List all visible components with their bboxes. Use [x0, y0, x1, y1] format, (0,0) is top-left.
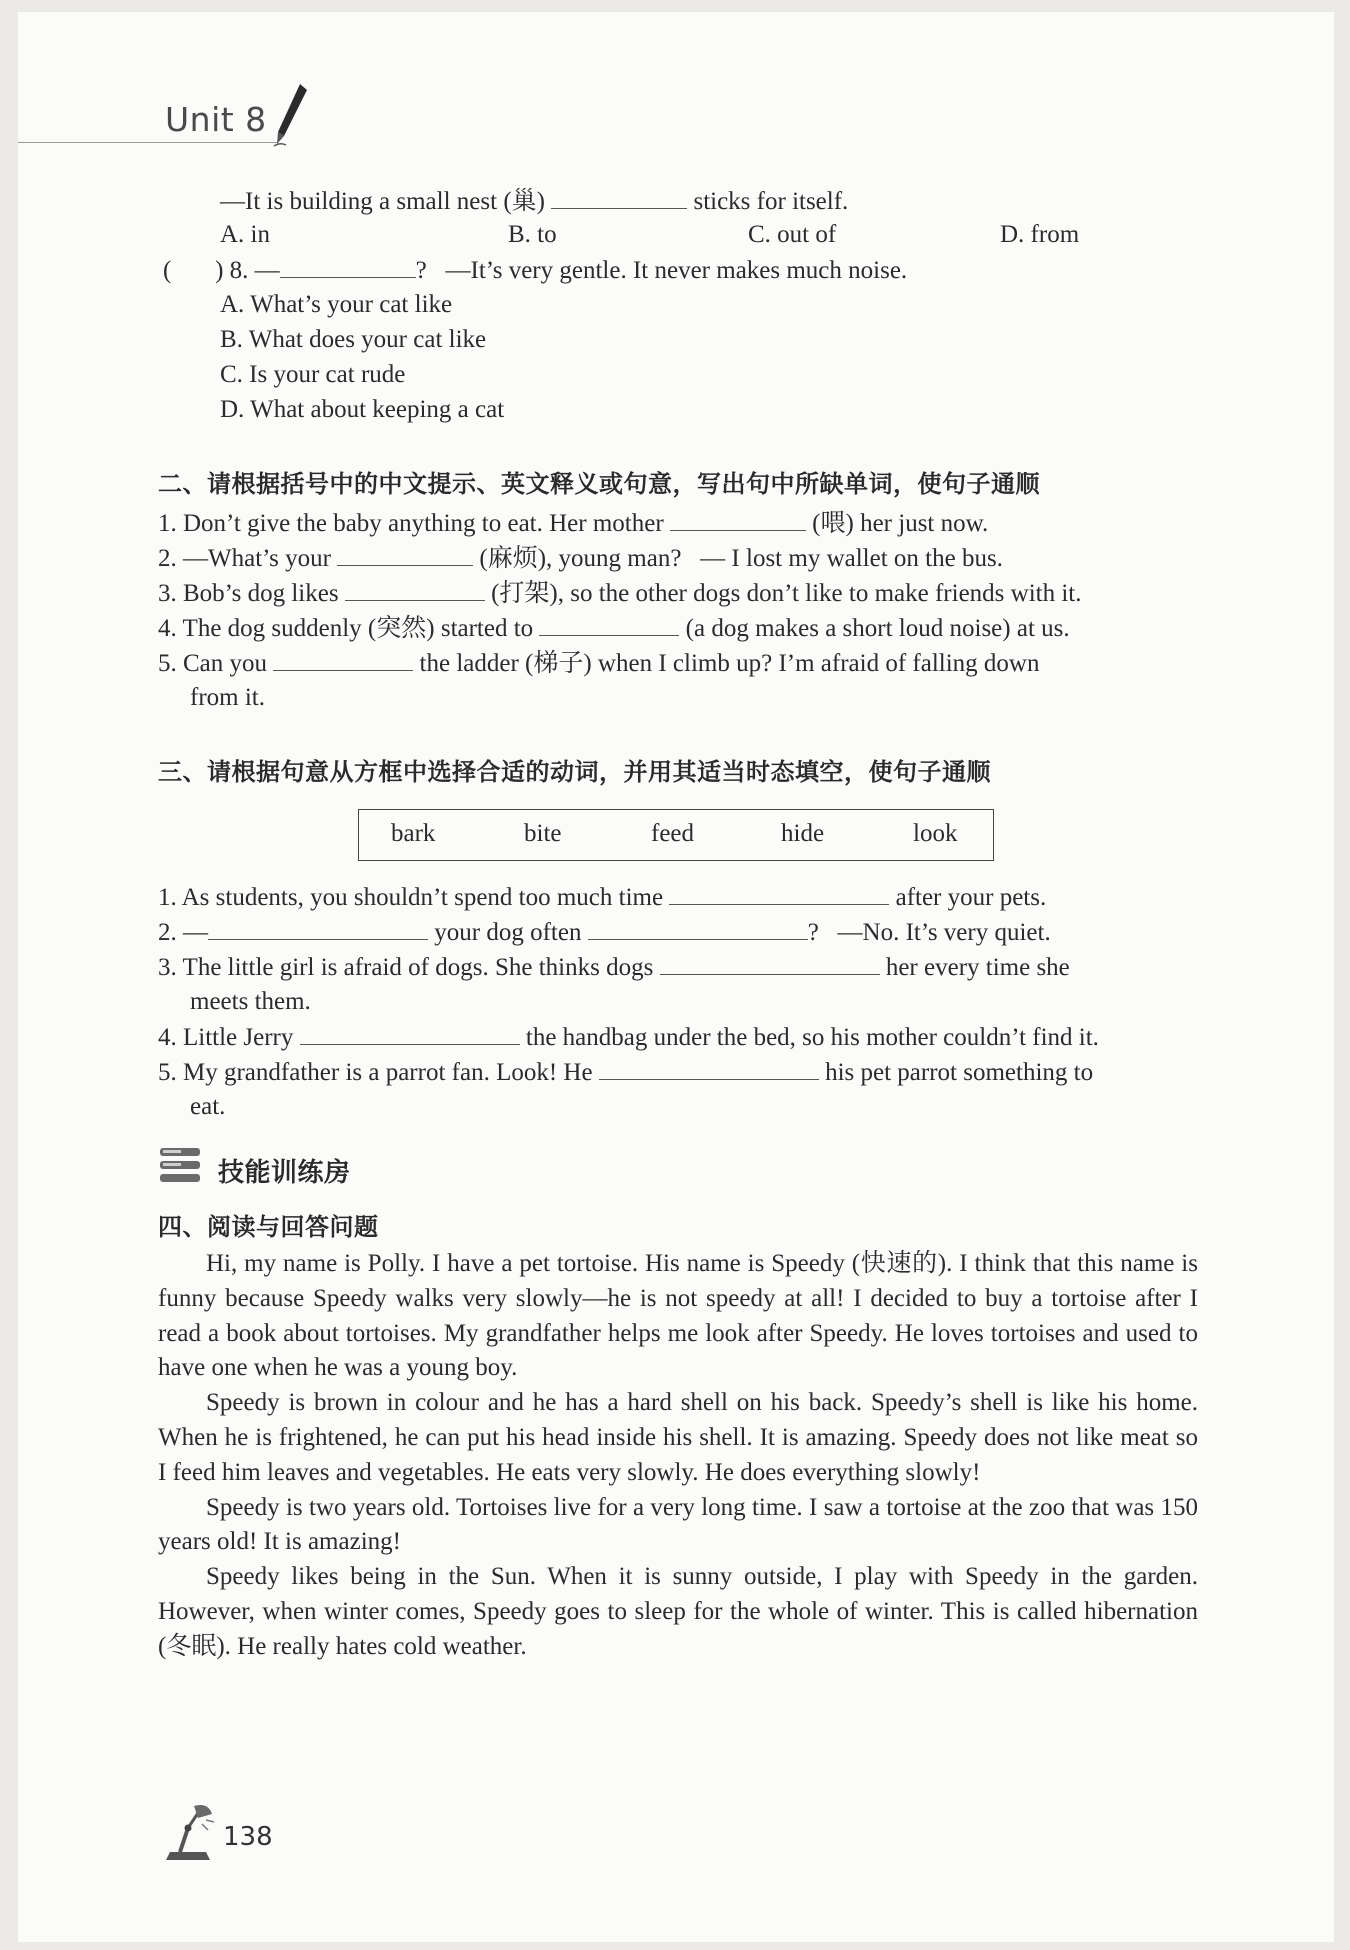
passage-paragraph-4: Speedy likes being in the Sun. When it is sunny outside, I play with Speedy in the garden. However, when winter comes, Speedy goes to sleep for the whole of winter. This is called hibernation (冬眠). He really hates cold weather. — [158, 1563, 1198, 1660]
page — [18, 12, 1334, 1942]
q8-stem: ( ) 8. — ? —It’s very gentle. It never makes much noise. — [163, 257, 908, 284]
answer-blank[interactable] — [345, 578, 485, 601]
answer-blank[interactable] — [551, 186, 687, 209]
q7-option-d[interactable]: D. from — [1000, 221, 1080, 248]
s2-item-4: 4. The dog suddenly (突然) started to (a dog makes a short loud noise) at us. — [158, 615, 1070, 642]
word-box — [358, 809, 994, 861]
s3-item-5-cont: eat. — [190, 1093, 226, 1120]
s3-item-1: 1. As students, you shouldn’t spend too much time after your pets. — [158, 884, 1047, 911]
header-rule — [18, 142, 278, 143]
s3-item-5: 5. My grandfather is a parrot fan. Look! He his pet parrot something to — [158, 1059, 1094, 1086]
s2-item-1: 1. Don’t give the baby anything to eat. Her mother (喂) her just now. — [158, 510, 989, 537]
word-look: look — [913, 820, 958, 847]
answer-blank[interactable] — [599, 1057, 819, 1080]
answer-blank[interactable] — [337, 543, 473, 566]
q8-option-a[interactable]: A. What’s your cat like — [220, 291, 453, 318]
s2-item-3: 3. Bob’s dog likes (打架), so the other dogs don’t like to make friends with it. — [158, 580, 1082, 607]
q7-option-b[interactable]: B. to — [508, 221, 557, 248]
page-number: 138 — [223, 1822, 273, 1852]
skill-title: 技能训练房 — [218, 1158, 351, 1188]
answer-blank[interactable] — [280, 255, 416, 278]
passage-paragraph-1: Hi, my name is Polly. I have a pet tortoise. His name is Speedy (快速的). I think that this name is funny because Speedy walks very slowly—he is not speedy at all! I decided to buy a tortoise after I read a book about tortoises. My grandfather helps me look after Speedy. He loves tortoises and used to have one when he was a young boy. — [158, 1250, 1198, 1382]
answer-blank[interactable] — [208, 917, 428, 940]
section3-heading: 三、请根据句意从方框中选择合适的动词，并用其适当时态填空，使句子通顺 — [158, 758, 991, 786]
passage-paragraph-2: Speedy is brown in colour and he has a hard shell on his back. Speedy’s shell is like his home. When he is frightened, he can put his head inside his shell. It is amazing. Speedy does not like meat so I feed him leaves and vegetables. He eats very slowly. He does everything slowly! — [158, 1389, 1198, 1486]
word-feed: feed — [651, 820, 695, 847]
passage-paragraph-3: Speedy is two years old. Tortoises live for a very long time. I saw a tortoise at the zoo that was 150 years old! It is amazing! — [158, 1493, 1198, 1556]
q7-stem: —It is building a small nest (巢) sticks for itself. — [220, 188, 849, 215]
s3-item-4: 4. Little Jerry the handbag under the bed, so his mother couldn’t find it. — [158, 1024, 1099, 1051]
unit-title: Unit 8 — [165, 100, 267, 139]
section2-heading: 二、请根据括号中的中文提示、英文释义或句意，写出句中所缺单词，使句子通顺 — [158, 470, 1040, 498]
pen-icon — [270, 82, 310, 148]
q8-option-c[interactable]: C. Is your cat rude — [220, 361, 406, 388]
q8-option-d[interactable]: D. What about keeping a cat — [220, 396, 505, 423]
s2-item-5: 5. Can you the ladder (梯子) when I climb up? I’m afraid of falling down — [158, 650, 1040, 677]
desk-lamp-icon — [158, 1802, 220, 1864]
s3-item-2: 2. — your dog often ? —No. It’s very quiet. — [158, 919, 1051, 946]
word-hide: hide — [781, 820, 825, 847]
word-bite: bite — [524, 820, 562, 847]
answer-blank[interactable] — [539, 613, 679, 636]
word-bark: bark — [391, 820, 436, 847]
answer-blank[interactable] — [660, 952, 880, 975]
s3-item-3: 3. The little girl is afraid of dogs. She thinks dogs her every time she — [158, 954, 1070, 981]
s2-item-5-cont: from it. — [190, 684, 265, 711]
q7-option-a[interactable]: A. in — [220, 221, 270, 248]
s3-item-3-cont: meets them. — [190, 988, 311, 1015]
section4-heading: 四、阅读与回答问题 — [158, 1213, 379, 1241]
unit-header — [18, 82, 1334, 162]
q8-option-b[interactable]: B. What does your cat like — [220, 326, 487, 353]
q7-option-c[interactable]: C. out of — [748, 221, 837, 248]
answer-blank[interactable] — [669, 882, 889, 905]
answer-blank[interactable] — [300, 1022, 520, 1045]
reading-passage — [158, 1247, 1198, 1665]
skill-section-icon — [158, 1145, 204, 1185]
answer-blank[interactable] — [273, 648, 413, 671]
answer-blank[interactable] — [588, 917, 808, 940]
answer-blank[interactable] — [670, 508, 806, 531]
s2-item-2: 2. —What’s your (麻烦), young man? — I lost my wallet on the bus. — [158, 545, 1003, 572]
